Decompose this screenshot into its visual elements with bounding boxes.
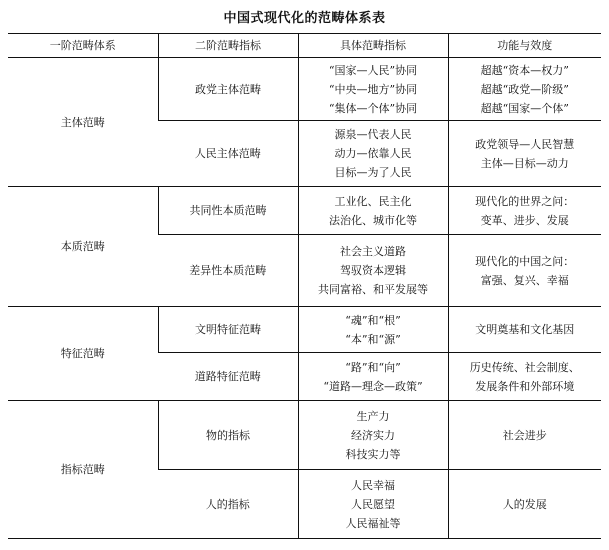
- function-line: 超越“国家—个体”: [480, 101, 569, 115]
- function-line: 发展条件和外部环境: [475, 379, 575, 393]
- second-order-indicator: 道路特征范畴: [158, 353, 298, 401]
- specific-indicators: [298, 307, 448, 353]
- function-line: 现代化的世界之问：: [475, 194, 575, 208]
- function-line: 文明奠基和文化基因: [475, 323, 575, 336]
- function-validity: [448, 58, 601, 121]
- specific-indicators: [298, 58, 448, 121]
- specific-indicator-line: 源泉—代表人民: [334, 128, 412, 141]
- specific-indicator-line: 工业化、民主化: [334, 194, 412, 208]
- function-line: 超越“政党—阶级”: [480, 82, 569, 96]
- specific-indicators: [298, 235, 448, 307]
- specific-indicator-line: “中央—地方”协同: [328, 82, 418, 96]
- header-function: 功能与效度: [448, 34, 601, 58]
- function-validity: [448, 307, 601, 353]
- specific-indicator-line: 共同富裕、和平发展等: [318, 283, 428, 296]
- category-table: [8, 33, 601, 539]
- specific-indicator-line: 科技实力等: [345, 447, 401, 461]
- second-order-indicator: 政党主体范畴: [158, 58, 298, 121]
- first-order-category: 本质范畴: [8, 187, 158, 307]
- function-line: 历史传统、社会制度、: [469, 360, 580, 374]
- specific-indicator-line: 社会主义道路: [340, 245, 406, 258]
- specific-indicator-line: 人民幸福: [351, 478, 395, 492]
- table-row: [8, 401, 601, 470]
- first-order-category: 主体范畴: [8, 58, 158, 187]
- second-order-indicator: 人的指标: [158, 470, 298, 539]
- function-validity: [448, 470, 601, 539]
- specific-indicator-line: “魂”和“根”: [345, 313, 401, 327]
- second-order-indicator: 共同性本质范畴: [158, 187, 298, 235]
- second-order-indicator: 人民主体范畴: [158, 121, 298, 187]
- specific-indicators: [298, 353, 448, 401]
- function-validity: [448, 187, 601, 235]
- function-line: 政党领导—人民智慧: [475, 137, 575, 151]
- function-line: 超越“资本—权力”: [480, 63, 569, 77]
- table-body: [8, 58, 601, 539]
- specific-indicator-line: “路”和“向”: [345, 360, 401, 374]
- header-first-order: 一阶范畴体系: [8, 34, 158, 58]
- specific-indicator-line: 人民福祉等: [345, 516, 401, 530]
- specific-indicator-line: “集体—个体”协同: [328, 101, 418, 115]
- specific-indicator-line: 动力—依靠人民: [334, 147, 412, 160]
- second-order-indicator: 文明特征范畴: [158, 307, 298, 353]
- specific-indicators: [298, 470, 448, 539]
- table-title: 中国式现代化的范畴体系表: [223, 11, 386, 26]
- header-specific: 具体范畴指标: [298, 34, 448, 58]
- table-row: [8, 58, 601, 121]
- function-line: 人的发展: [502, 497, 547, 511]
- specific-indicator-line: 生产力: [356, 409, 390, 423]
- specific-indicator-line: “国家—人民”协同: [328, 63, 418, 77]
- function-validity: [448, 353, 601, 401]
- function-validity: [448, 401, 601, 470]
- table-row: [8, 187, 601, 235]
- second-order-indicator: 物的指标: [158, 401, 298, 470]
- specific-indicator-line: “本”和“源”: [345, 332, 401, 346]
- function-line: 现代化的中国之问：: [475, 254, 575, 268]
- specific-indicator-line: 经济实力: [351, 428, 395, 442]
- function-line: 社会进步: [502, 428, 547, 442]
- function-validity: [448, 121, 601, 187]
- function-line: 变革、进步、发展: [480, 213, 569, 227]
- header-row: [8, 34, 601, 58]
- first-order-category: 特征范畴: [8, 307, 158, 401]
- specific-indicator-line: “道路—理念—政策”: [323, 379, 423, 393]
- specific-indicator-line: 人民愿望: [351, 497, 395, 511]
- header-second-order: 二阶范畴指标: [158, 34, 298, 58]
- second-order-indicator: 差异性本质范畴: [158, 235, 298, 307]
- specific-indicator-line: 法治化、城市化等: [329, 213, 417, 227]
- function-line: 主体—目标—动力: [480, 156, 569, 170]
- specific-indicators: [298, 121, 448, 187]
- function-line: 富强、复兴、幸福: [480, 273, 569, 287]
- specific-indicator-line: 目标—为了人民: [334, 166, 412, 179]
- specific-indicator-line: 驾驭资本逻辑: [340, 264, 406, 277]
- first-order-category: 指标范畴: [8, 401, 158, 539]
- function-validity: [448, 235, 601, 307]
- table-row: [8, 307, 601, 353]
- specific-indicators: [298, 401, 448, 470]
- specific-indicators: [298, 187, 448, 235]
